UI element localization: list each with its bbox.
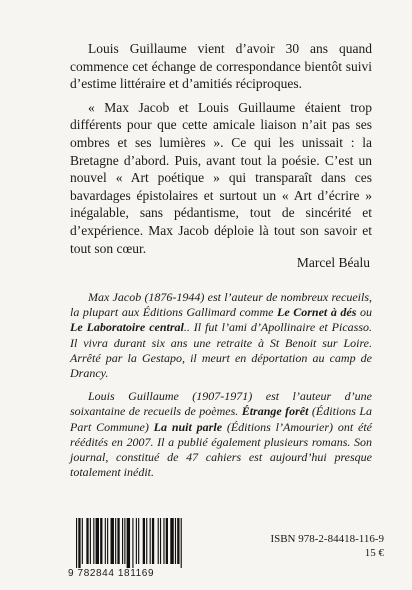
- barcode-bar: [143, 518, 145, 564]
- barcode-bar: [78, 518, 80, 568]
- barcode-bars: [68, 518, 240, 568]
- barcode-bar: [76, 518, 77, 568]
- excerpt-paragraph-2: « Max Jacob et Louis Guillaume étaient trop différents pour que cette amicale liaison n’ait pas ses ombres et ses lumières ». Ce qui les unissait : la Bretagne d’abord. Puis, avant tout la poésie. C’est un nouvel « Art poétique » qui transparaît dans ces bavardages épistolaires et surtout un « Art d’écrire » inégalable, sans pédantisme, tout de sincérité et d’expérience. Max Jacob déploie là tout son savoir et tout son cœur.: [70, 99, 372, 256]
- barcode-bar: [93, 518, 94, 564]
- barcode-bar: [146, 518, 147, 564]
- barcode-bar: [166, 518, 168, 564]
- isbn-number: ISBN 978-2-84418-116-9: [270, 533, 384, 545]
- bio-louis-guillaume: Louis Guillaume (1907-1971) est l’auteur d’une soixantaine de recueils de poèmes. Étrange forêt (Éditions La Part Commune) La nuit parle (Éditions l’Amourier) ont été réédités en 2007. Il a publié également plusieurs romans. Son journal, constitué de 47 cahiers est aujourd’hui presque totalement inédit.: [70, 389, 373, 480]
- barcode-bar: [86, 518, 88, 564]
- barcode-bar: [127, 518, 130, 568]
- price: 15 €: [364, 547, 384, 559]
- barcode-bar: [105, 518, 106, 564]
- barcode-bar: [100, 518, 102, 564]
- barcode-bar: [107, 518, 108, 564]
- excerpt-paragraph-1: Louis Guillaume vient d’avoir 30 ans quand commence cet échange de correspondance bientôt suivi d’estime littéraire et d’amitiés réciproques.: [70, 41, 372, 92]
- barcode-bar: [158, 518, 159, 564]
- bio-max-jacob: Max Jacob (1876-1944) est l’auteur de nombreux recueils, la plupart aux Éditions Gallimard comme Le Cornet à dés ou Le Laboratoire central.. Il fut l’ami d’Apollinaire et Picasso. Il vivra durant six ans une retraite à St Benoit sur Loire. Arrêté par la Gestapo, il meurt en déportation au camp de Drancy.: [70, 290, 373, 381]
- book-title: Le Laboratoire central: [70, 320, 184, 335]
- barcode-bar: [175, 518, 176, 564]
- barcode-bar: [115, 518, 116, 564]
- barcode-bar: [117, 518, 119, 564]
- barcode-bar: [132, 518, 133, 568]
- barcode-bar: [122, 518, 123, 564]
- barcode-bar: [96, 518, 99, 564]
- barcode-bar: [124, 518, 125, 564]
- barcode-bar: [160, 518, 161, 564]
- barcode-digits: 9 782844 181169: [68, 568, 155, 579]
- barcode-bar: [170, 518, 173, 564]
- barcode: [68, 518, 240, 578]
- isbn-block: [270, 532, 384, 560]
- book-title: Étrange forêt: [241, 404, 309, 419]
- barcode-bar: [90, 518, 91, 564]
- barcode-bar: [163, 518, 164, 564]
- barcode-bar: [177, 518, 179, 564]
- excerpt-block: [70, 40, 372, 257]
- barcode-bar: [152, 518, 154, 564]
- signature: Marcel Béalu: [296, 255, 370, 270]
- biographies-block: [70, 290, 372, 480]
- barcode-bar: [138, 518, 139, 564]
- barcode-bar: [150, 518, 151, 564]
- barcode-bar: [82, 518, 83, 564]
- barcode-bar: [136, 518, 137, 564]
- book-title: Le Cornet à dés: [277, 305, 357, 320]
- barcode-bar: [181, 518, 182, 568]
- barcode-bar: [111, 518, 114, 564]
- book-title: La nuit parle: [153, 419, 223, 434]
